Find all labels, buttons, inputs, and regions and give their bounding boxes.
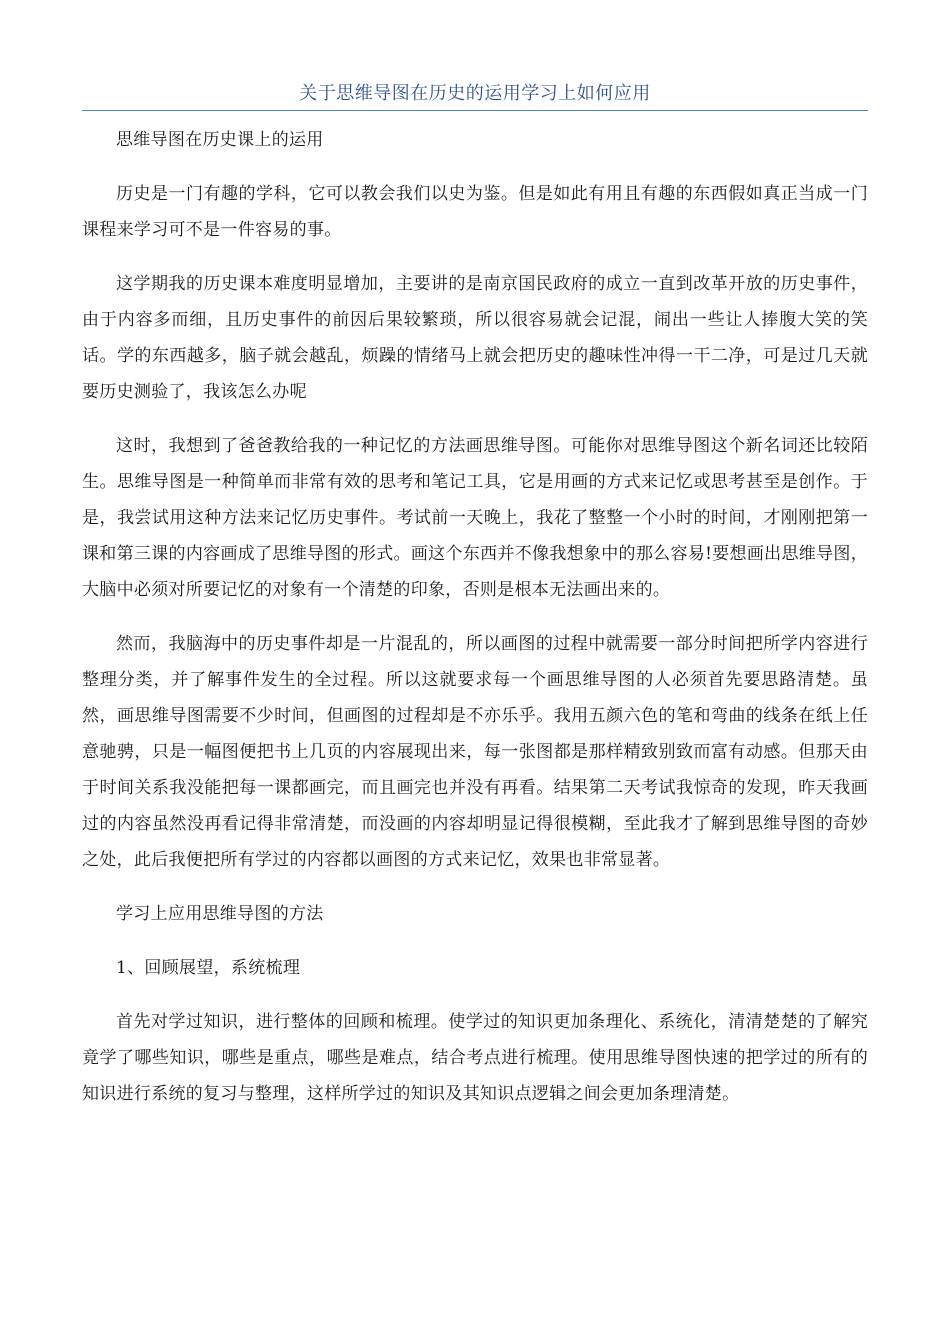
- document-body: [82, 122, 868, 1130]
- page-title: 关于思维导图在历史的运用学习上如何应用: [299, 83, 651, 104]
- paragraph-experience: 然而，我脑海中的历史事件却是一片混乱的，所以画图的过程中就需要一部分时间把所学内容进行整理分类，并了解事件发生的全过程。所以这就要求每一个画思维导图的人必须首先要思路清楚。虽然，画思维导图需要不少时间，但画图的过程却是不亦乐乎。我用五颜六色的笔和弯曲的线条在纸上任意驰骋，只是一幅图便把书上几页的内容展现出来，每一张图都是那样精致别致而富有动感。但那天由于时间关系我没能把每一课都画完，而且画完也并没有再看。结果第二天考试我惊奇的发现，昨天我画过的内容虽然没再看记得非常清楚，而没画的内容却明显记得很模糊，至此我才了解到思维导图的奇妙之处，此后我便把所有学过的内容都以画图的方式来记忆，效果也非常显著。: [82, 634, 868, 870]
- section-heading-mindmap-history: 思维导图在历史课上的运用: [116, 130, 324, 150]
- subheading-review: 1、回顾展望，系统梳理: [116, 958, 301, 978]
- paragraph-difficulty: 这学期我的历史课本难度明显增加，主要讲的是南京国民政府的成立一直到改革开放的历史事件，由于内容多而细，且历史事件的前因后果较繁琐，所以很容易就会记混，闹出一些让人捧腹大笑的笑话。学的东西越多，脑子就会越乱，烦躁的情绪马上就会把历史的趣味性冲得一干二净，可是过几天就要历史测验了，我该怎么办呢: [82, 274, 868, 402]
- section-heading-methods: 学习上应用思维导图的方法: [116, 904, 324, 924]
- paragraph-review: 首先对学过知识，进行整体的回顾和梳理。使学过的知识更加条理化、系统化，清清楚楚的了解究竟学了哪些知识，哪些是重点，哪些是难点，结合考点进行梳理。使用思维导图快速的把学过的所有的知识进行系统的复习与整理，这样所学过的知识及其知识点逻辑之间会更加条理清楚。: [82, 1012, 868, 1104]
- paragraph-intro: 历史是一门有趣的学科，它可以教会我们以史为鉴。但是如此有用且有趣的东西假如真正当成一门课程来学习可不是一件容易的事。: [82, 184, 868, 240]
- page-header: [82, 80, 868, 111]
- paragraph-mindmap-method: 这时，我想到了爸爸教给我的一种记忆的方法画思维导图。可能你对思维导图这个新名词还比较陌生。思维导图是一种简单而非常有效的思考和笔记工具，它是用画的方式来记忆或思考甚至是创作。于是，我尝试用这种方法来记忆历史事件。考试前一天晚上，我花了整整一个小时的时间，才刚刚把第一课和第三课的内容画成了思维导图的形式。画这个东西并不像我想象中的那么容易!要想画出思维导图，大脑中必须对所要记忆的对象有一个清楚的印象，否则是根本无法画出来的。: [82, 436, 868, 600]
